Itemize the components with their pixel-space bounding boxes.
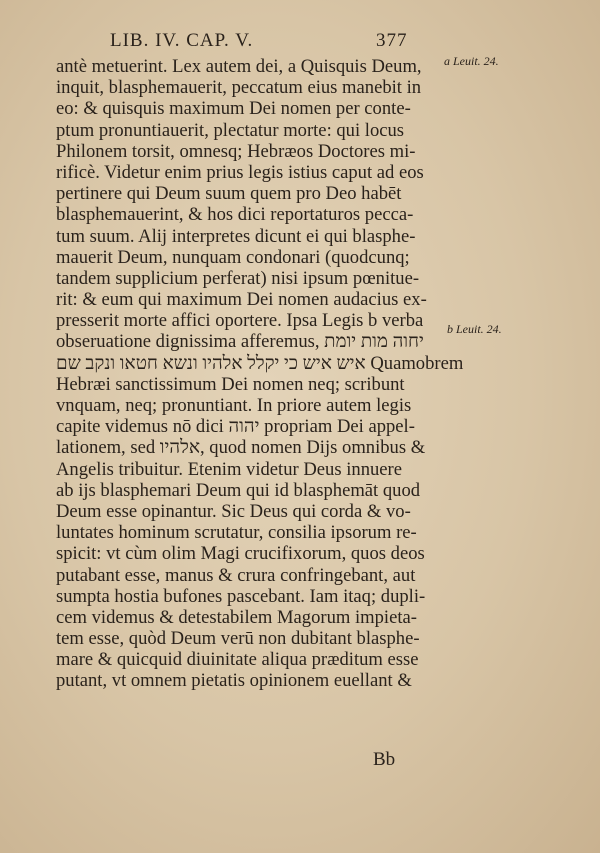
text-line: putant, vt omnem pietatis opinionem euellant & xyxy=(56,670,412,692)
text-line: blasphemauerint, & hos dici reportaturos pecca- xyxy=(56,204,414,226)
text-line: Hebræi sanctissimum Dei nomen neq; scribunt xyxy=(56,373,405,395)
text-line: rit: & eum qui maximum Dei nomen audacius ex- xyxy=(56,289,427,311)
text-line: rificè. Videtur enim prius legis istius caput ad eos xyxy=(56,161,424,183)
text-line: antè metuerint. Lex autem dei, a Quisquis Deum, xyxy=(56,56,422,77)
signature-mark: Bb xyxy=(373,749,396,770)
text-line: obseruatione dignissima afferemus, יחוה מות יומת xyxy=(56,331,424,353)
text-line: cem videmus & detestabilem Magorum impieta- xyxy=(56,606,417,628)
text-line: tem esse, quòd Deum verū non dubitant blasphe- xyxy=(56,628,420,650)
text-line: spicit: vt cùm olim Magi crucifixorum, quos deos xyxy=(56,543,425,565)
text-line: Angelis tribuitur. Etenim videtur Deus innuere xyxy=(56,458,402,480)
text-line: presserit morte affici oportere. Ipsa Legis b verba xyxy=(56,310,424,332)
text-line: mare & quicquid diuinitate aliqua præditum esse xyxy=(56,649,419,671)
page-number: 377 xyxy=(376,30,408,51)
text-line: tandem supplicium perferat) nisi ipsum pœnitue- xyxy=(56,267,420,289)
marginal-note-a: a Leuit. 24. xyxy=(444,54,499,68)
text-line: mauerit Deum, nunquam condonari (quodcunq; xyxy=(56,246,410,268)
text-line: luntates hominum scrutatur, consilia ipsorum re- xyxy=(56,522,417,544)
text-line: putabant esse, manus & crura confringebant, aut xyxy=(56,564,416,586)
text-line: sumpta hostia bufones pascebant. Iam itaq; dupli- xyxy=(56,585,426,607)
marginal-note-b: b Leuit. 24. xyxy=(447,322,502,336)
body-text xyxy=(56,56,464,692)
page-header xyxy=(0,30,600,54)
text-line: lationem, sed אלהיו, quod nomen Dijs omnibus & xyxy=(56,437,426,459)
text-line: pertinere qui Deum suum quem pro Deo habēt xyxy=(56,183,402,205)
text-line: איש איש כי יקלל אלהיו ונשא חטאו ונקב שם Quamobrem xyxy=(56,352,464,374)
text-line: inquit, blasphemauerit, peccatum eius manebit in xyxy=(56,77,422,99)
text-line: Philonem torsit, omnesq; Hebræos Doctores mi- xyxy=(56,140,416,162)
text-line: eo: & quisquis maximum Dei nomen per conte- xyxy=(56,98,411,120)
text-line: vnquam, neq; pronuntiant. In priore autem legis xyxy=(56,395,412,416)
text-line: tum suum. Alij interpretes dicunt ei qui blasphe- xyxy=(56,225,416,247)
text-line: Deum esse opinantur. Sic Deus qui corda & vo- xyxy=(56,500,411,522)
running-head: LIB. IV. CAP. V. xyxy=(110,30,254,51)
text-line: ab ijs blasphemari Deum qui id blasphemāt quod xyxy=(56,479,421,501)
text-line: capite videmus nō dici יהוה propriam Dei appel- xyxy=(56,416,415,438)
text-line: ptum pronuntiauerit, plectatur morte: qui locus xyxy=(56,119,405,141)
